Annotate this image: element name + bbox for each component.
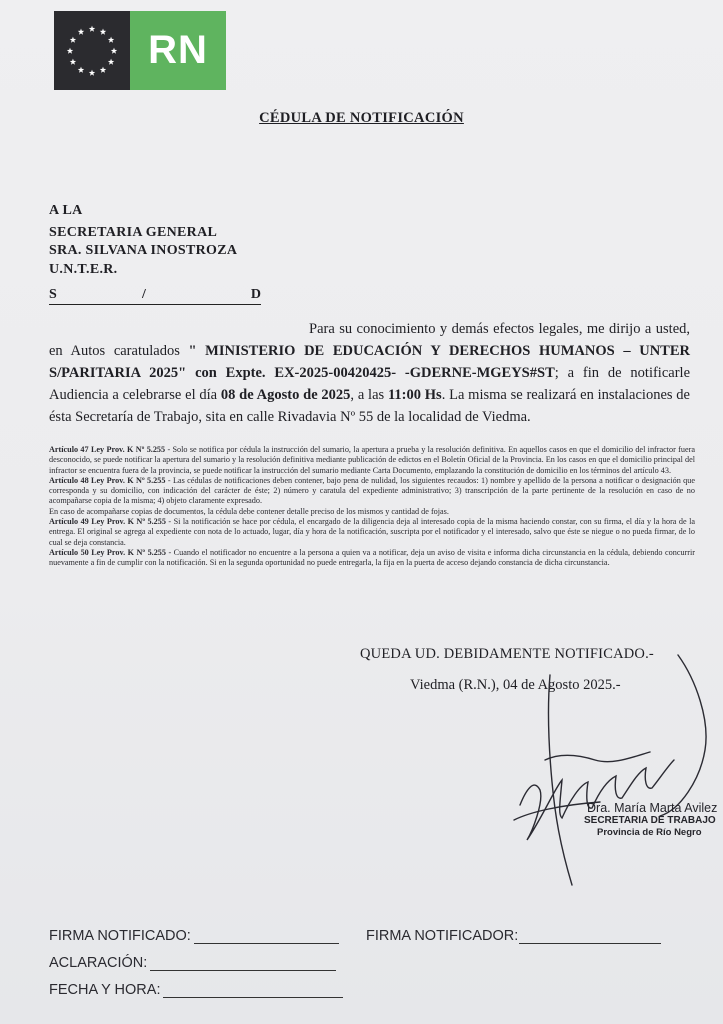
- aclaracion-field: [49, 955, 336, 971]
- document-title: CÉDULA DE NOTIFICACIÓN: [259, 110, 464, 126]
- body-part-4: . La misma se realizará en instalaciones de ésta Secretaría de Trabajo, sita en calle Rivadavia Nº 55 de la localidad de Viedma.: [49, 387, 690, 425]
- star-circle-icon: [54, 11, 130, 90]
- article-47: [49, 445, 695, 476]
- firma-notificado-label: FIRMA NOTIFICADO:: [49, 928, 191, 944]
- logo-star-icon: [78, 67, 84, 73]
- logo-star-icon: [100, 29, 106, 35]
- firma-notificador-field: [366, 928, 661, 944]
- logo-star-icon: [100, 67, 106, 73]
- salutation-line: [49, 287, 261, 305]
- logo-star-icon: [67, 48, 73, 54]
- hearing-date: 08 de Agosto de 2025: [220, 387, 351, 403]
- firma-notificado-line[interactable]: [194, 929, 339, 944]
- body-part-3: , a las: [350, 387, 388, 403]
- place-and-date: Viedma (R.N.), 04 de Agosto 2025.-: [410, 677, 621, 693]
- firma-notificador-label: FIRMA NOTIFICADOR:: [366, 928, 519, 944]
- legal-articles: [49, 445, 695, 569]
- recipient-line-3: SRA. SILVANA INOSTROZA: [49, 243, 238, 258]
- article-text: - Solo se notifica por cédula la instrucción del sumario, la apertura a prueba y la resolución definitiva. En aquellos casos en que el domicilio del infractor fuera desconocido, se puede notificar la apertura del sumario y la resolución definitiva mediante publicación de edictos en el Boletín Oficial de la Provincia. En los casos en que el domicilio principal del infractor se encuentra fuera de la provincia, se puede notificar la instrucción del sumario mediante Carta Documento, emplazando la constitución de domicilio en los términos del artículo 43.: [49, 445, 695, 475]
- aclaracion-label: ACLARACIÓN:: [49, 955, 148, 971]
- logo-star-icon: [70, 37, 76, 43]
- aclaracion-line[interactable]: [150, 956, 336, 971]
- article-48: [49, 476, 695, 507]
- article-text: - Si la notificación se hace por cédula, el encargado de la diligencia deja al interesado copia de la misma haciendo constar, con su firma, el día y la hora de la entrega. El original se agrega al expediente con nota de lo actuado, lugar, día y hora de la notificación, suscripta por el notificador y el interesado, salvo que éste se niegue o no pueda firmar, de lo cual se deja constancia.: [49, 517, 696, 547]
- logo-text: RN: [148, 28, 208, 72]
- article-text: - Las cédulas de notificaciones deben contener, bajo pena de nulidad, los siguientes recaudos: 1) nombre y apellido de la persona a notificar o designación que corresponda y su domicilio, con indicación del carácter de éste; 2) número y caratula del expediente administrativo; 3) transcripción de la parte pertinente de la resolución en caso de no acompañarse copia de la misma; 4) objeto claramente expresado.: [49, 475, 696, 506]
- article-text: En caso de acompañarse copias de documentos, la cédula debe contener detalle preciso de los mismos y cantidad de fojas.: [49, 506, 449, 516]
- logo-star-icon: [108, 37, 114, 43]
- logo-star-icon: [70, 59, 76, 65]
- logo-star-icon: [89, 26, 95, 32]
- logo-star-icon: [78, 29, 84, 35]
- stamp-province: Provincia de Río Negro: [597, 827, 702, 838]
- article-head: Artículo 47 Ley Prov. K Nº 5.255: [49, 445, 166, 454]
- article-49: [49, 517, 695, 548]
- article-text: - Cuando el notificador no encuentre a la persona a quien va a notificar, deja un aviso de visita e informa dicha circunstancia en la cédula, debiendo concurrir nuevamente a fin de cumplir con la notificación. Si en la segunda oportunidad no puede entregarla, la fija en la puerta de acceso dejando constancia de dicha circunstancia.: [49, 547, 696, 568]
- logo-star-icon: [108, 59, 114, 65]
- recipient-line-1: A LA: [49, 203, 83, 218]
- logo-star-icon: [111, 48, 117, 54]
- stamp-role: SECRETARIA DE TRABAJO: [584, 814, 716, 826]
- article-50: [49, 548, 695, 569]
- fecha-hora-label: FECHA Y HORA:: [49, 982, 161, 998]
- body-intro: Para su conocimiento y demás efectos legales, me dirijo a usted, en Autos caratulados: [49, 321, 690, 359]
- official-stamp: [577, 801, 718, 840]
- salutation-d: D: [250, 287, 261, 302]
- fecha-hora-field: [49, 982, 343, 998]
- handwritten-signature: [500, 640, 715, 890]
- recipient-line-4: U.N.T.E.R.: [49, 262, 118, 277]
- rio-negro-logo: [54, 11, 226, 90]
- salutation-s: S: [49, 287, 57, 302]
- article-head: Artículo 50 Ley Prov. K Nº 5.255: [49, 547, 166, 557]
- fecha-hora-line[interactable]: [163, 983, 343, 998]
- stamp-name: Dra. María Marta Avilez: [587, 801, 718, 815]
- article-head: Artículo 48 Ley Prov. K Nº 5.255: [49, 475, 166, 485]
- salutation-slash: /: [142, 287, 146, 302]
- notified-statement: QUEDA UD. DEBIDAMENTE NOTIFICADO.-: [360, 646, 654, 662]
- case-title: " MINISTERIO DE EDUCACIÓN Y DERECHOS HUMANOS – UNTER S/PARITARIA 2025" con Expte. EX-2025-00420425- -GDERNE-MGEYS#ST: [49, 343, 690, 381]
- body-part-2: ; a fin de notificarle Audiencia a celebrarse el día: [49, 365, 691, 403]
- logo-star-icon: [89, 70, 95, 76]
- notification-body: [49, 318, 690, 428]
- hearing-time: 11:00 Hs: [387, 387, 442, 403]
- firma-notificado-field: [49, 928, 339, 944]
- logo-rn-block: [130, 11, 226, 90]
- firma-notificador-line[interactable]: [519, 929, 661, 944]
- article-head: Artículo 49 Ley Prov. K Nº 5.255: [49, 517, 166, 527]
- recipient-line-2: SECRETARIA GENERAL: [49, 225, 218, 240]
- article-48-note: [49, 507, 695, 517]
